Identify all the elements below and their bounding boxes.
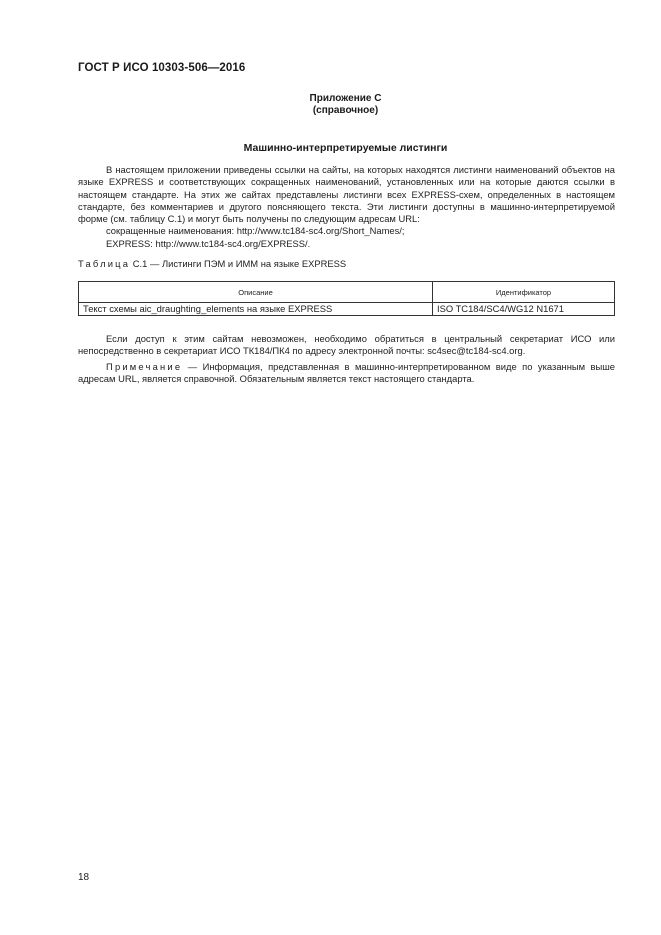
table-caption-label: Таблица bbox=[78, 258, 131, 269]
short-names-url: сокращенные наименования: http://www.tc184-sc4.org/Short_Names/; bbox=[106, 225, 405, 237]
header-description: Описание bbox=[79, 282, 433, 303]
appendix-heading bbox=[0, 93, 661, 117]
header-identifier: Идентификатор bbox=[433, 282, 615, 303]
section-title: Машинно-интерпретируемые листинги bbox=[243, 142, 448, 154]
standard-id-header: ГОСТ Р ИСО 10303-506—2016 bbox=[78, 62, 246, 74]
intro-paragraph bbox=[78, 164, 615, 250]
contact-text: Если доступ к этим сайтам невозможен, необходимо обратиться в центральный секретариат ИСО или непосредственно в секретариат ИСО ТК184/ПК4 по адресу электронной почты: sc4sec@tc184-sc4.org. bbox=[78, 333, 615, 357]
page-number: 18 bbox=[78, 872, 90, 883]
cell-description: Текст схемы aic_draughting_elements на языке EXPRESS bbox=[79, 303, 433, 316]
note-paragraph bbox=[78, 361, 615, 386]
contact-paragraph bbox=[78, 333, 615, 358]
appendix-type: (справочное) bbox=[312, 105, 379, 116]
note-label: Примечание bbox=[106, 361, 183, 372]
listing-table bbox=[78, 281, 615, 316]
express-url: EXPRESS: http://www.tc184-sc4.org/EXPRESS/. bbox=[106, 237, 311, 249]
cell-identifier: ISO TC184/SC4/WG12 N1671 bbox=[433, 303, 615, 316]
table-caption-text: С.1 — Листинги ПЭМ и ИММ на языке EXPRESS bbox=[132, 258, 347, 269]
intro-text: В настоящем приложении приведены ссылки на сайты, на которых находятся листинги наименований объектов на языке EXPRESS и соответствующих сокращенных наименований, установленных или на которые даются ссылки в настоящем стандарте. На этих же сайтах представлены листинги всех EXPRESS-схем, определенных в настоящем стандарте, без комментариев и другого поясняющего текста. Эти листинги доступны в машинно-интерпретируемой форме (см. таблицу С.1) и могут быть получены по следующим адресам URL: bbox=[78, 164, 615, 225]
table-header-row bbox=[79, 282, 615, 303]
table-row bbox=[79, 303, 615, 316]
appendix-title: Приложение С bbox=[309, 93, 382, 104]
note-line bbox=[78, 361, 615, 386]
note-text: — Информация, представленная в машинно-интерпретированном виде по указанным выше адресам URL, является справочной. Обязательным является текст настоящего стандарта. bbox=[78, 361, 616, 385]
table-caption bbox=[78, 258, 346, 269]
